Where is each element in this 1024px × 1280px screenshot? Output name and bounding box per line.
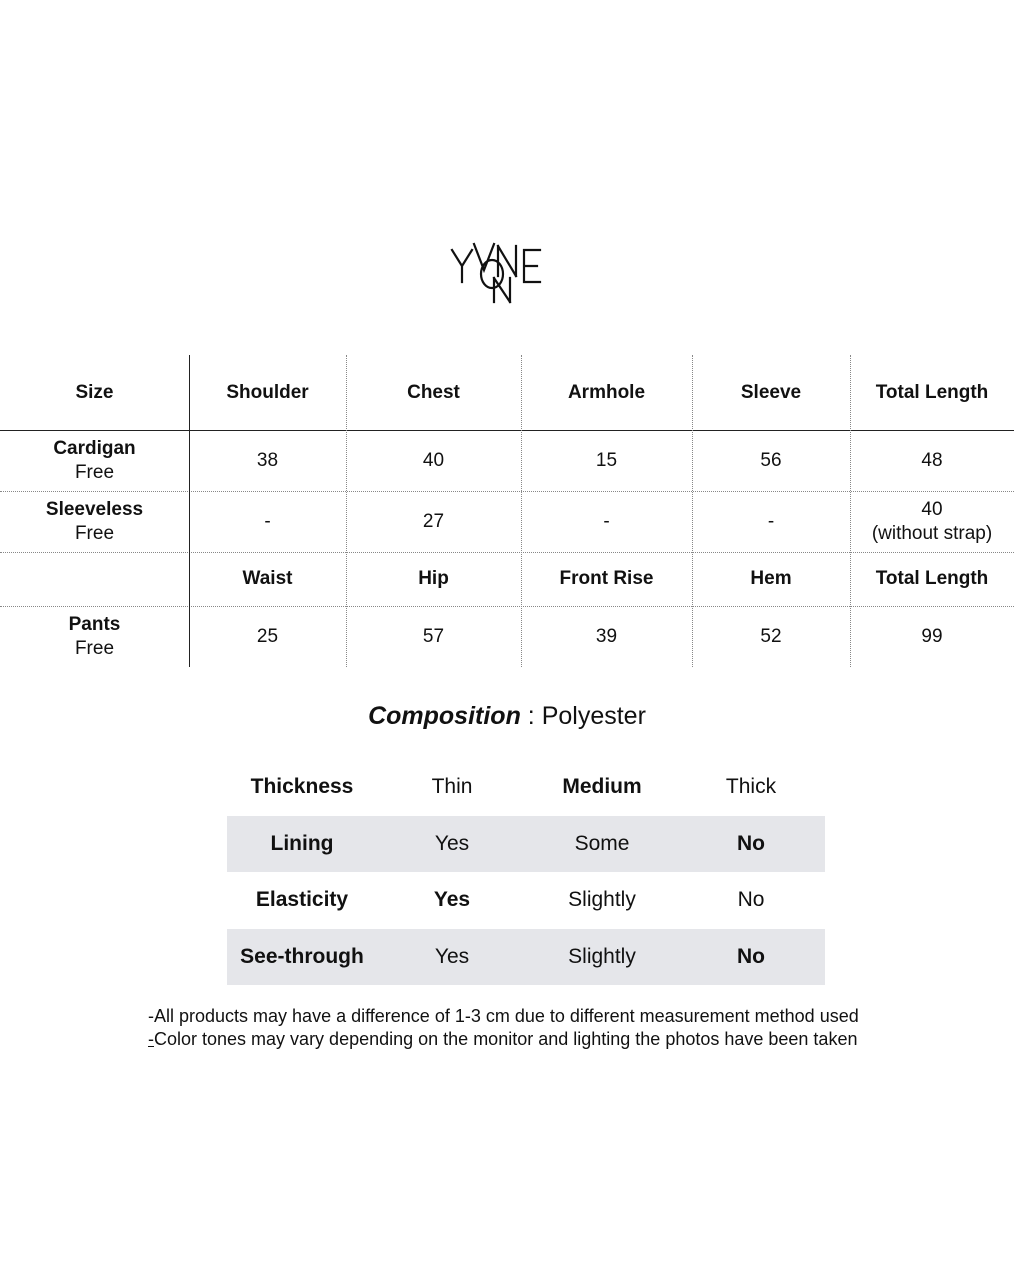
note-prefix: - [148,1029,154,1049]
note-line [148,1028,859,1051]
table-cell [692,606,850,667]
cell-value: - [603,510,610,532]
cell-value: 25 [256,625,279,647]
note-text: Color tones may vary depending on the monitor and lighting the photos have been taken [154,1029,858,1049]
table-cell [521,491,692,552]
cell-value: 27 [422,510,445,532]
composition-separator: : [520,702,542,730]
cell-value: - [264,510,271,532]
header-label: Sleeve [740,381,802,403]
fabric-row-lining [227,816,825,873]
logo-mark-icon [444,232,560,308]
fabric-row-thickness [227,759,825,816]
composition-line [0,700,1014,732]
header-label: Waist [242,568,293,589]
row-label-pants [0,606,189,667]
property-option: Thin [431,775,473,799]
table-cell [521,430,692,491]
pants-header-blank [0,552,189,606]
header-label: Hem [750,568,792,589]
header-size [0,355,189,430]
table-cell [850,430,1014,491]
cell-note: (without strap) [871,522,993,544]
fabric-row-see-through [227,929,825,986]
row-label-sleeveless [0,491,189,552]
property-option: Slightly [568,888,636,912]
header-label: Total Length [875,381,989,403]
header-waist [189,552,346,606]
header-label: Total Length [875,568,989,589]
cell-value: 39 [595,625,618,647]
header-hem [692,552,850,606]
table-cell [692,491,850,552]
property-option-selected: Medium [562,775,642,799]
note-prefix: - [148,1006,154,1026]
note-line [148,1005,859,1028]
header-label: Chest [407,381,460,403]
header-chest [346,355,521,430]
header-total-length [850,552,1014,606]
disclaimer-notes [148,1005,859,1051]
table-cell [189,430,346,491]
row-label-cardigan [0,430,189,491]
property-label: Thickness [250,775,354,799]
property-option-selected: No [737,831,765,855]
product-name: Sleeveless [45,498,144,520]
cell-value: 56 [760,449,782,471]
property-option: No [737,888,765,912]
property-option-selected: Yes [433,888,471,912]
property-option: Slightly [568,944,636,968]
table-cell [189,606,346,667]
cell-value: 57 [422,625,445,647]
table-cell [850,491,1014,552]
fabric-properties-table [227,759,825,985]
product-size: Free [74,461,115,483]
property-option: Thick [725,775,777,799]
header-shoulder [189,355,346,430]
table-cell [521,606,692,667]
header-label: Armhole [567,381,646,403]
header-label: Shoulder [226,381,309,403]
cell-value: 48 [921,449,943,471]
header-armhole [521,355,692,430]
brand-logo [444,232,560,308]
property-option-selected: No [737,944,765,968]
header-total-length [850,355,1014,430]
cell-value: 40 [921,498,943,520]
cell-value: 40 [422,449,445,471]
table-cell [850,606,1014,667]
note-text: All products may have a difference of 1-3 cm due to different measurement method used [154,1006,859,1026]
property-option: Yes [434,831,470,855]
product-name: Cardigan [53,437,136,459]
table-cell [692,430,850,491]
header-front-rise [521,552,692,606]
size-table [0,355,1014,667]
header-sleeve [692,355,850,430]
cell-value: 15 [595,449,618,471]
property-label: See-through [240,944,364,968]
property-label: Elasticity [255,888,349,912]
composition-value: Polyester [541,702,646,730]
product-size: Free [74,522,115,544]
property-label: Lining [270,831,334,855]
table-cell [346,491,521,552]
cell-value: 99 [921,625,943,647]
header-label: Size [75,381,114,403]
table-cell [189,491,346,552]
header-label: Hip [418,568,449,589]
property-option: Yes [434,944,470,968]
header-hip [346,552,521,606]
header-label: Front Rise [559,568,654,589]
composition-label: Composition [368,702,521,730]
product-name: Pants [68,613,121,635]
product-size: Free [74,637,115,659]
cell-value: 38 [256,449,279,471]
cell-value: - [767,510,775,532]
property-option: Some [574,831,630,855]
table-cell [346,606,521,667]
cell-value: 52 [760,625,782,647]
fabric-row-elasticity [227,872,825,929]
table-cell [346,430,521,491]
